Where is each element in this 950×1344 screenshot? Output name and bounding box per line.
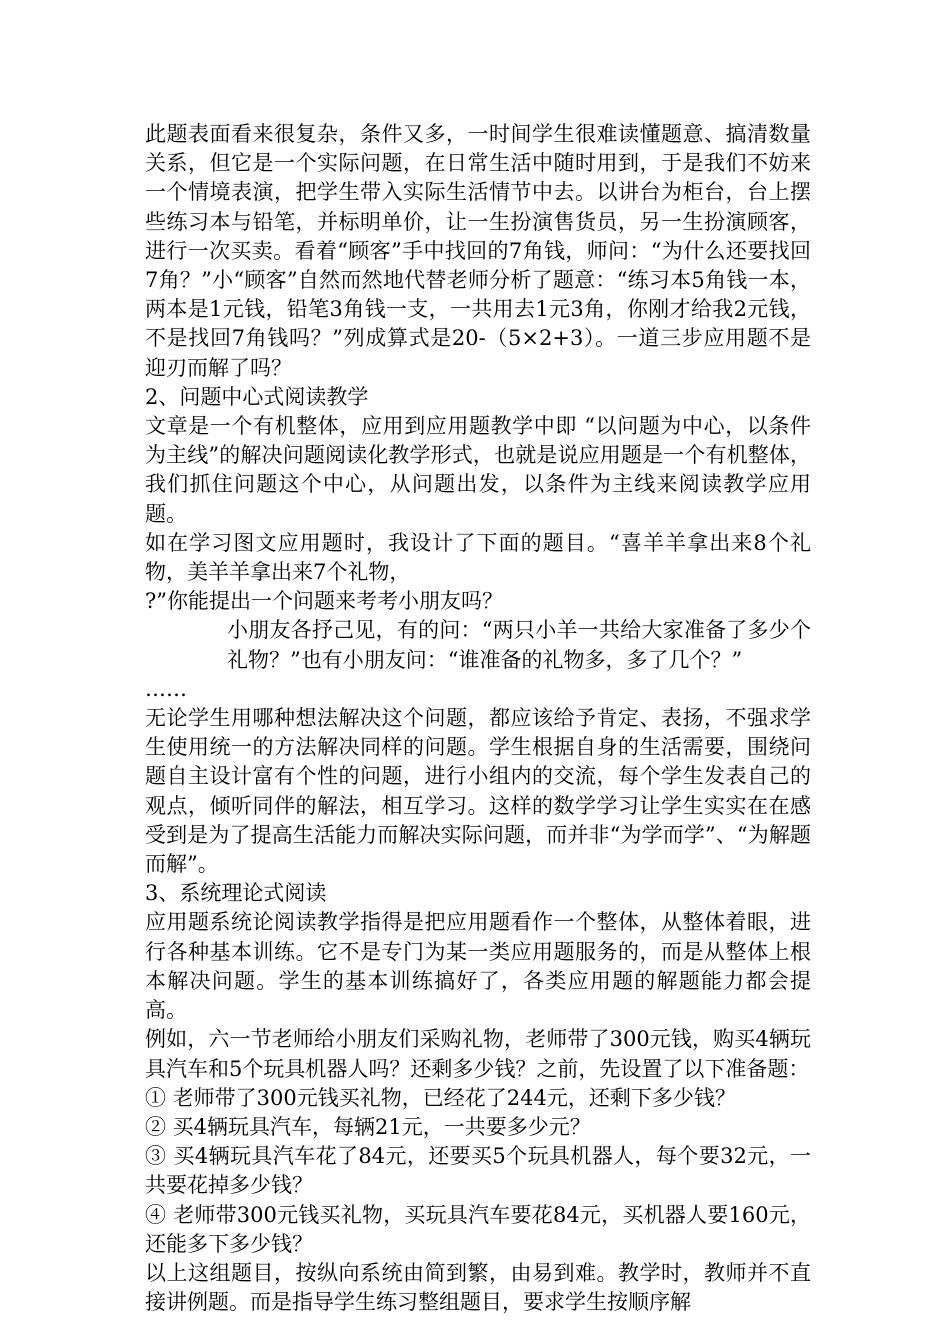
- prep-question-4: ④ 老师带300元钱买礼物，买玩具汽车要花84元，买机器人要160元，还能多下多少钱？: [145, 1202, 811, 1256]
- prep-question-2: ② 买4辆玩具汽车，每辆21元，一共要多少元？: [145, 1114, 591, 1139]
- paragraph-problem-centered: 文章是一个有机整体，应用到应用题教学中即 “以问题为中心，以条件为主线”的解决问题阅读化教学形式，也就是说应用题是一个有机整体，我们抓住问题这个中心，从问题出发，以条件为主线来阅读教学应用题。: [145, 414, 811, 526]
- paragraph-question-prompt: ?”你能提出一个问题来考考小朋友吗？: [145, 589, 503, 614]
- paragraph-situation-performance: 此题表面看来很复杂，条件又多，一时间学生很难读懂题意、搞清数量关系，但它是一个实际问题，在日常生活中随时用到，于是我们不妨来一个情境表演，把学生带入实际生活情节中去。以讲台为柜台，台上摆些练习本与铅笔，并标明单价，让一生扮演售货员，另一生扮演顾客，进行一次买卖。看着“顾客”手中找回的7角钱，师问：“为什么还要找回7角？”小“顾客”自然而然地代替老师分析了题意：“练习本5角钱一本，两本是1元钱，铅笔3角钱一支，一共用去1元3角，你刚才给我2元钱，不是找回7角钱吗？”列成算式是20-（5×2+3）。一道三步应用题不是迎刃而解了吗？: [145, 122, 811, 380]
- paragraph-affirm-methods: 无论学生用哪种想法解决这个问题，都应该给予肯定、表扬，不强求学生使用统一的方法解决同样的问题。学生根据自身的生活需要，围绕问题自主设计富有个性的问题，进行小组内的交流，每个学生发表自己的观点，倾听同伴的解法，相互学习。这样的数学学习让学生实实在在感受到是为了提高生活能力而解决实际问题，而并非“为学而学”、“为解题而解”。: [145, 706, 811, 877]
- section-heading-2: 2、问题中心式阅读教学: [145, 384, 369, 409]
- prep-question-3: ③ 买4辆玩具汽车花了84元，还要买5个玩具机器人，每个要32元，一共要花掉多少钱？: [145, 1144, 811, 1198]
- paragraph-sequence-summary: 以上这组题目，按纵向系统由简到繁，由易到难。教学时，教师并不直接讲例题。而是指导学生练习整组题目，要求学生按顺序解: [145, 1260, 811, 1315]
- paragraph-picture-problem: 如在学习图文应用题时，我设计了下面的题目。“喜羊羊拿出来8个礼物，美羊羊拿出来7个礼物，: [145, 530, 811, 585]
- prep-question-1: ① 老师带了300元钱买礼物，已经花了244元，还剩下多少钱？: [145, 1085, 736, 1110]
- paragraph-example-intro: 例如，六一节老师给小朋友们采购礼物，老师带了300元钱，购买4辆玩具汽车和5个玩具机器人吗？还剩多少钱？之前，先设置了以下准备题：: [145, 1027, 811, 1081]
- document-page: [145, 120, 811, 1317]
- paragraph-student-questions: 小朋友各抒己见，有的问：“两只小羊一共给大家准备了多少个礼物？”也有小朋友问：“谁准备的礼物多，多了几个？”: [227, 618, 811, 672]
- section-heading-3: 3、系统理论式阅读: [145, 881, 327, 906]
- ellipsis-line: ……: [145, 676, 187, 701]
- paragraph-systematic-reading: 应用题系统论阅读教学指得是把应用题看作一个整体，从整体着眼，进行各种基本训练。它不是专门为某一类应用题服务的，而是从整体上根本解决问题。学生的基本训练搞好了，各类应用题的解题能力都会提高。: [145, 910, 811, 1023]
